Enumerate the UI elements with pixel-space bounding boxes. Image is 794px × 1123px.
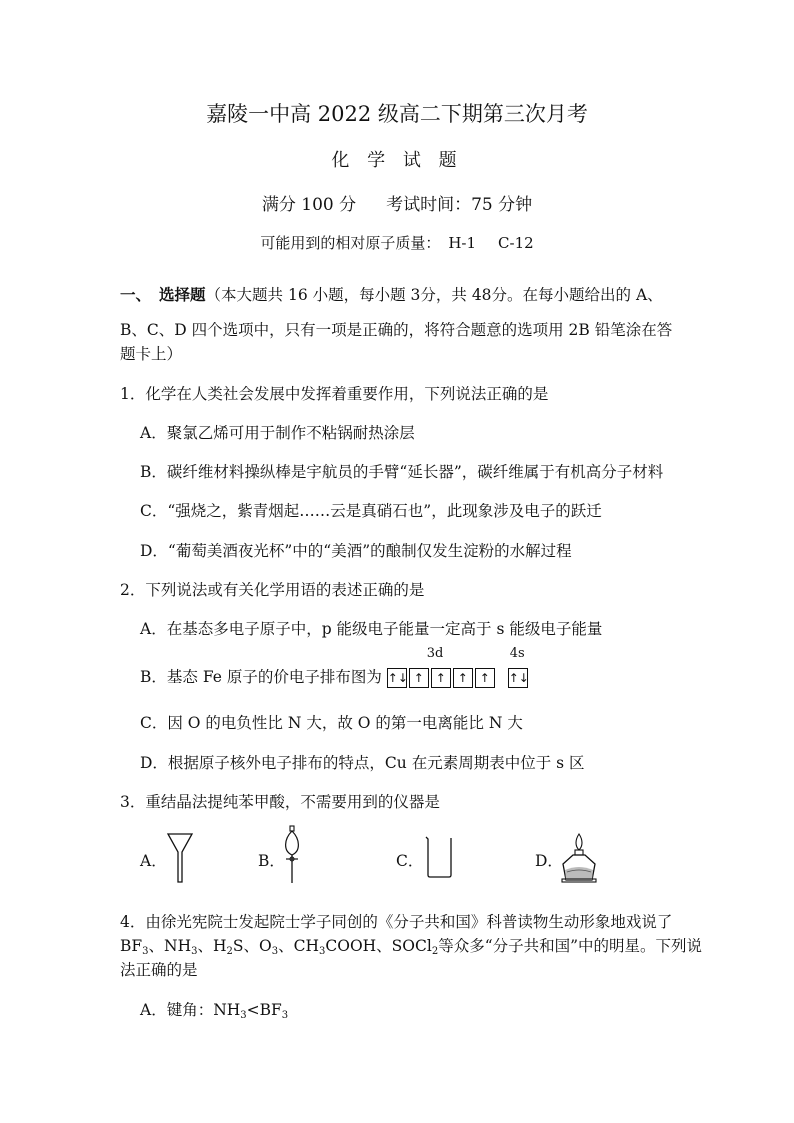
q1-option-c: C．“强烧之，紫青烟起……云是真硝石也”，此现象涉及电子的跃迁 [140,502,602,520]
q4-line2 [120,934,702,956]
atomic-mass-label: 可能用到的相对原子质量： [260,234,441,252]
q1-option-a: A．聚氯乙烯可用于制作不粘锅耐热涂层 [140,424,415,442]
section1-number: 一、 [120,285,152,304]
exam-time: 考试时间：75 分钟 [386,195,533,215]
orbital-diagram-4s [508,646,530,688]
q3-stem: 3．重结晶法提纯苯甲酸，不需要用到的仪器是 [120,793,440,811]
orbital-box: ↑ [431,668,451,688]
orbital-box: ↑ [453,668,473,688]
formula-text: 、H [197,937,227,955]
formula-subscript: 3 [191,946,198,957]
section1-intro1: （本大题共 16 小题，每小题 3分，共 48分。在每小题给出的 A、 [205,286,663,304]
formula-text: 、NH [148,937,192,955]
formula-subscript: 2 [226,946,233,957]
q3-option-b: B． [258,852,285,870]
q1-option-d: D．“葡萄美酒夜光杯”中的“美酒”的酿制仅发生淀粉的水解过程 [140,542,572,560]
formula-text: BF [120,937,143,955]
orbital-box: ↑ [409,668,429,688]
separatory-funnel-icon [280,825,304,885]
formula-subscript: 3 [319,946,326,957]
q4-option-a [140,998,288,1020]
q2-option-b-text: B．基态 Fe 原子的价电子排布图为 [140,668,382,686]
q4-line3: 法正确的是 [120,961,198,979]
section1-intro2: B、C、D 四个选项中，只有一项是正确的，将符合题意的选项用 2B 铅笔涂在答 [120,321,673,339]
q2-option-c: C．因 O 的电负性比 N 大，故 O 的第一电离能比 N 大 [140,714,523,732]
formula-subscript: 3 [271,946,279,957]
orbital-label-3d: 3d [426,646,444,661]
alcohol-lamp-icon [559,832,599,884]
formula-text: S、O [232,937,272,955]
funnel-icon [167,832,193,884]
exam-meta [0,190,794,215]
formula-text: <BF [246,1001,282,1019]
mass-h: H-1 [448,234,477,252]
formula-subscript: 3 [281,1010,289,1021]
section1-name: 选择题 [159,285,206,304]
atomic-masses [0,232,794,253]
q3-option-a: A． [140,852,167,870]
orbital-label-4s: 4s [509,646,525,661]
q1-stem: 1．化学在人类社会发展中发挥着重要作用，下列说法正确的是 [120,385,549,403]
q4-line1: 4．由徐光宪院士发起院士学子同创的《分子共和国》科普读物生动形象地戏说了 [120,913,673,931]
mass-c: C-12 [498,234,534,252]
formula-subscript: 3 [142,946,149,957]
formula-text: COOH、SOCl [325,937,432,955]
q2-option-a: A．在基态多电子原子中，p 能级电子能量一定高于 s 能级电子能量 [140,620,603,638]
section1-line1 [120,283,663,305]
beaker-icon [424,835,454,879]
orbital-box: ↑↓ [508,668,528,688]
q2-option-d: D．根据原子核外电子排布的特点，Cu 在元素周期表中位于 s 区 [140,754,585,772]
formula-text: 等众多“分子共和国”中的明星。下列说 [438,937,703,955]
q2-stem: 2．下列说法或有关化学用语的表述正确的是 [120,581,425,599]
full-score: 满分 100 分 [261,195,357,215]
formula-text: A．键角：NH [140,1001,241,1019]
formula-text: 、CH [278,937,319,955]
q3-option-d: D． [535,852,563,870]
formula-subscript: 2 [431,946,439,957]
q1-option-b: B．碳纤维材料操纵棒是宇航员的手臂“延长器”，碳纤维属于有机高分子材料 [140,463,664,481]
formula-subscript: 3 [240,1010,247,1021]
orbital-box: ↑ [475,668,495,688]
exam-subject: 化 学 试 题 [331,150,463,171]
exam-title: 嘉陵一中高 2022 级高二下期第三次月考 [206,102,588,126]
q3-option-c: C． [396,852,424,870]
q2-option-b [140,646,530,688]
section1-intro3: 题卡上） [120,345,183,363]
orbital-box: ↑↓ [387,668,407,688]
orbital-diagram-3d [387,646,497,688]
